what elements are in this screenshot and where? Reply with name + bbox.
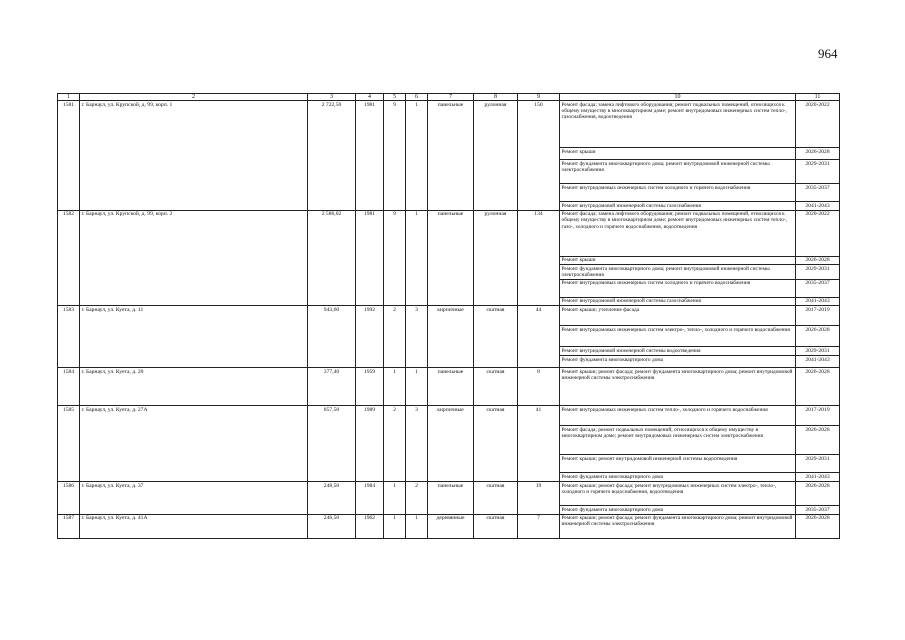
building-wall-material: панельные bbox=[428, 210, 474, 306]
repair-work: Ремонт внутридомовой инженерной системы водоотведения bbox=[560, 347, 796, 356]
table-row bbox=[58, 481, 840, 505]
repair-work: Ремонт внутридомовых инженерных систем холодного и горячего водоснабжения bbox=[560, 279, 796, 297]
repair-work: Ремонт внутридомовых инженерных систем тепло-, холодного и горячего водоснабжения bbox=[560, 406, 796, 426]
building-address: г. Барнаул, ул. Куета, д. 11 bbox=[80, 306, 308, 368]
repair-period: 2026-2028 bbox=[796, 148, 840, 160]
repair-period: 2035-2037 bbox=[796, 279, 840, 297]
table-row bbox=[58, 368, 840, 406]
repair-work: Ремонт крыши bbox=[560, 256, 796, 265]
repair-period: 2017-2019 bbox=[796, 306, 840, 326]
repair-period: 2029-2031 bbox=[796, 455, 840, 473]
capital-repair-table bbox=[57, 93, 840, 539]
repair-work: Ремонт фундамента многоквартирного дома bbox=[560, 505, 796, 514]
building-wall-material: панельные bbox=[428, 101, 474, 211]
column-number: 5 bbox=[384, 94, 406, 101]
building-year: 1981 bbox=[356, 101, 384, 211]
column-number: 7 bbox=[428, 94, 474, 101]
repair-period: 2026-2028 bbox=[796, 514, 840, 538]
building-number: 1582 bbox=[58, 210, 80, 306]
repair-period: 2041-2043 bbox=[796, 356, 840, 368]
building-residents: 150 bbox=[518, 101, 560, 211]
column-number-row bbox=[58, 94, 840, 101]
repair-work: Ремонт крыши; утепление фасада bbox=[560, 306, 796, 326]
building-address: г. Барнаул, ул. Куета, д. 41А bbox=[80, 514, 308, 538]
building-residents: 41 bbox=[518, 406, 560, 482]
building-year: 1981 bbox=[356, 210, 384, 306]
building-address: г. Барнаул, ул. Куета, д. 27А bbox=[80, 406, 308, 482]
building-roof-type: рулонная bbox=[474, 101, 518, 211]
building-area: 943,60 bbox=[308, 306, 356, 368]
building-number: 1583 bbox=[58, 306, 80, 368]
repair-work: Ремонт фундамента многоквартирного дома bbox=[560, 356, 796, 368]
column-number: 3 bbox=[308, 94, 356, 101]
building-wall-material: панельные bbox=[428, 481, 474, 514]
building-entrances: 1 bbox=[406, 101, 428, 211]
building-wall-material: кирпичные bbox=[428, 406, 474, 482]
table-row bbox=[58, 210, 840, 256]
table-row bbox=[58, 514, 840, 538]
building-area: 246,50 bbox=[308, 514, 356, 538]
building-wall-material: деревянные bbox=[428, 514, 474, 538]
building-floors: 9 bbox=[384, 101, 406, 211]
building-roof-type: скатная bbox=[474, 368, 518, 406]
building-roof-type: скатная bbox=[474, 306, 518, 368]
repair-period: 2041-2043 bbox=[796, 473, 840, 482]
building-roof-type: рулонная bbox=[474, 210, 518, 306]
repair-period: 2041-2043 bbox=[796, 202, 840, 211]
building-number: 1584 bbox=[58, 368, 80, 406]
repair-period: 2020-2022 bbox=[796, 101, 840, 148]
repair-period: 2026-2028 bbox=[796, 256, 840, 265]
building-floors: 1 bbox=[384, 514, 406, 538]
repair-period: 2035-2037 bbox=[796, 505, 840, 514]
repair-period: 2029-2031 bbox=[796, 265, 840, 280]
building-entrances: 3 bbox=[406, 306, 428, 368]
repair-work: Ремонт фасада; замена лифтового оборудования; ремонт подвальных помещений, относящихся к общему имуществу в многоквартирном доме; ремонт внутридомовых инженерных систем тепло-, газо-, холодного и горячего водоснабжения, водоотведения bbox=[560, 210, 796, 256]
column-number: 4 bbox=[356, 94, 384, 101]
building-residents: 8 bbox=[518, 368, 560, 406]
building-floors: 1 bbox=[384, 481, 406, 514]
building-number: 1581 bbox=[58, 101, 80, 211]
repair-work: Ремонт внутридомовой инженерной системы газоснабжения bbox=[560, 202, 796, 211]
building-entrances: 2 bbox=[406, 481, 428, 514]
repair-period: 2026-2028 bbox=[796, 426, 840, 455]
building-year: 1959 bbox=[356, 368, 384, 406]
building-floors: 2 bbox=[384, 406, 406, 482]
building-year: 1984 bbox=[356, 481, 384, 514]
building-wall-material: панельные bbox=[428, 368, 474, 406]
repair-period: 2017-2019 bbox=[796, 406, 840, 426]
building-residents: 134 bbox=[518, 210, 560, 306]
building-entrances: 1 bbox=[406, 368, 428, 406]
building-floors: 2 bbox=[384, 306, 406, 368]
building-area: 2 586,02 bbox=[308, 210, 356, 306]
repair-work: Ремонт крыши; ремонт фасада; ремонт фундамента многоквартирного дома; ремонт внутридомовой инженерной системы электроснабжения bbox=[560, 368, 796, 406]
repair-period: 2029-2031 bbox=[796, 347, 840, 356]
building-roof-type: скатная bbox=[474, 406, 518, 482]
repair-period: 2041-2043 bbox=[796, 297, 840, 306]
building-year: 1992 bbox=[356, 306, 384, 368]
column-number: 2 bbox=[80, 94, 308, 101]
building-number: 1587 bbox=[58, 514, 80, 538]
building-area: 857,50 bbox=[308, 406, 356, 482]
repair-work: Ремонт внутридомовой инженерной системы газоснабжения bbox=[560, 297, 796, 306]
repair-period: 2026-2028 bbox=[796, 368, 840, 406]
repair-work: Ремонт крыши; ремонт фасада; ремонт внутридомовых инженерных систем электро-, тепло-, холодного и горячего водоснабжения, водоотведения bbox=[560, 481, 796, 505]
repair-work: Ремонт внутридомовых инженерных систем холодного и горячего водоснабжения bbox=[560, 184, 796, 202]
building-year: 1962 bbox=[356, 514, 384, 538]
building-entrances: 3 bbox=[406, 406, 428, 482]
building-residents: 44 bbox=[518, 306, 560, 368]
building-roof-type: скатная bbox=[474, 514, 518, 538]
building-address: г. Барнаул, ул. Крупской, д. 99, корп. 1 bbox=[80, 101, 308, 211]
repair-work: Ремонт крыши; ремонт внутридомовой инженерной системы водоотведения bbox=[560, 455, 796, 473]
building-address: г. Барнаул, ул. Куета, д. 20 bbox=[80, 368, 308, 406]
repair-work: Ремонт крыши bbox=[560, 148, 796, 160]
repair-work: Ремонт фундамента многоквартирного дома bbox=[560, 473, 796, 482]
column-number: 11 bbox=[796, 94, 840, 101]
table-row bbox=[58, 406, 840, 426]
repair-period: 2035-2037 bbox=[796, 184, 840, 202]
building-area: 2 722,50 bbox=[308, 101, 356, 211]
building-address: г. Барнаул, ул. Крупской, д. 99, корп. 2 bbox=[80, 210, 308, 306]
repair-period: 2029-2031 bbox=[796, 160, 840, 184]
repair-work: Ремонт внутридомовых инженерных систем электро-, тепло-, холодного и горячего водоснабжения bbox=[560, 326, 796, 347]
repair-work: Ремонт крыши; ремонт фасада; ремонт фундамента многоквартирного дома; ремонт внутридомовой инженерной системы электроснабжения bbox=[560, 514, 796, 538]
building-wall-material: кирпичные bbox=[428, 306, 474, 368]
repair-work: Ремонт фасада; замена лифтового оборудования; ремонт подвальных помещений, относящихся к общему имуществу в многоквартирном доме; ремонт внутридомовых инженерных систем тепло-, газоснабжения, водоотведения bbox=[560, 101, 796, 148]
repair-period: 2026-2028 bbox=[796, 481, 840, 505]
repair-period: 2026-2028 bbox=[796, 326, 840, 347]
building-entrances: 1 bbox=[406, 514, 428, 538]
building-number: 1586 bbox=[58, 481, 80, 514]
building-address: г. Барнаул, ул. Куета, д. 37 bbox=[80, 481, 308, 514]
building-area: 377,40 bbox=[308, 368, 356, 406]
building-residents: 19 bbox=[518, 481, 560, 514]
building-residents: 7 bbox=[518, 514, 560, 538]
column-number: 1 bbox=[58, 94, 80, 101]
building-floors: 9 bbox=[384, 210, 406, 306]
repair-work: Ремонт фундамента многоквартирного дома; ремонт внутридомовой инженерной системы электроснабжения bbox=[560, 265, 796, 280]
table-row bbox=[58, 306, 840, 326]
repair-period: 2020-2022 bbox=[796, 210, 840, 256]
building-roof-type: скатная bbox=[474, 481, 518, 514]
building-floors: 1 bbox=[384, 368, 406, 406]
column-number: 10 bbox=[560, 94, 796, 101]
page-number: 964 bbox=[818, 46, 838, 61]
building-number: 1585 bbox=[58, 406, 80, 482]
column-number: 9 bbox=[518, 94, 560, 101]
building-area: 248,50 bbox=[308, 481, 356, 514]
repair-work: Ремонт фундамента многоквартирного дома; ремонт внутридомовой инженерной системы электроснабжения bbox=[560, 160, 796, 184]
table-row bbox=[58, 101, 840, 148]
column-number: 8 bbox=[474, 94, 518, 101]
building-entrances: 1 bbox=[406, 210, 428, 306]
repair-work: Ремонт фасада; ремонт подвальных помещений, относящихся к общему имуществу в многоквартирном доме; ремонт внутридомовых инженерных систем электроснабжения bbox=[560, 426, 796, 455]
column-number: 6 bbox=[406, 94, 428, 101]
building-year: 1989 bbox=[356, 406, 384, 482]
